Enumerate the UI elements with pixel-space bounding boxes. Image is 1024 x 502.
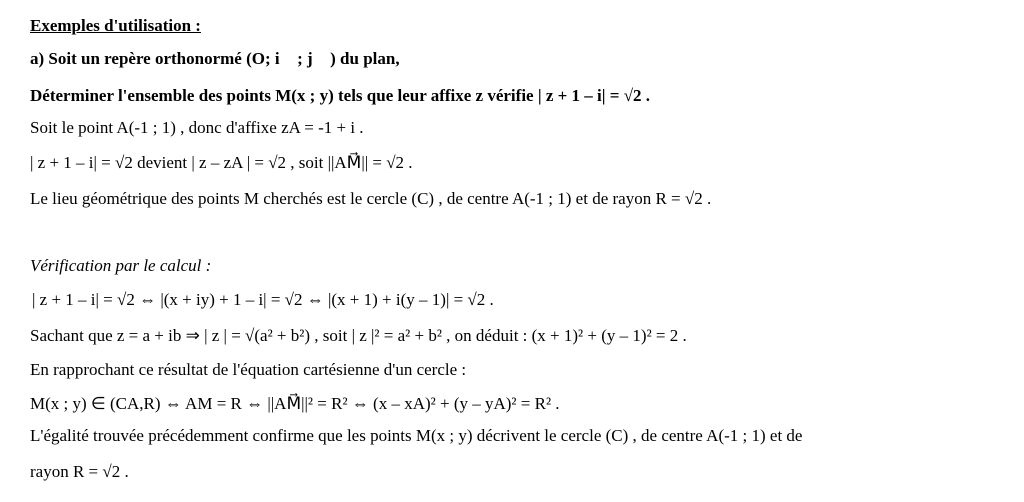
text-point-a: Soit le point A(-1 ; 1) , donc d'affixe zA = -1 + i . (30, 118, 364, 137)
text-equality-confirms: L'égalité trouvée précédemment confirme que les points M(x ; y) décrivent le cercle (C) , de centre A(-1 ; 1) et de (30, 426, 803, 445)
exercise-statement-a: a) Soit un repère orthonormé (O; i⃗ ; j⃗ ) du plan, (30, 49, 400, 68)
section-title: Exemples d'utilisation : (30, 16, 201, 35)
exercise-question: Déterminer l'ensemble des points M(x ; y) tels que leur affixe z vérifie | z + 1 – i| = √2 . (30, 86, 651, 105)
calc-equivalence-line: | z + 1 – i| = √2 ⇔ |(x + iy) + 1 – i| = √2 ⇔ |(x + 1) + i(y – 1)| = √2 . (32, 290, 494, 309)
text-radius: rayon R = √2 . (30, 462, 129, 481)
calc-knowing-line: Sachant que z = a + ib ⇒ | z | = √(a² + b²) , soit | z |² = a² + b² , on déduit : (x + 1)² + (y – 1)² = 2 . (30, 326, 687, 345)
circle-equation-line: M(x ; y) ∈ (CA,R) ⇔ AM = R ⇔ ||AM⃗||² = R² ⇔ (x – xA)² + (y – yA)² = R² . (30, 394, 560, 413)
text-equation-becomes: | z + 1 – i| = √2 devient | z – zA | = √2 , soit ||AM⃗|| = √2 . (30, 153, 413, 172)
verification-heading: Vérification par le calcul : (30, 256, 212, 275)
text-comparison: En rapprochant ce résultat de l'équation cartésienne d'un cercle : (30, 360, 467, 379)
text-locus-conclusion: Le lieu géométrique des points M cherchés est le cercle (C) , de centre A(-1 ; 1) et de rayon R = √2 . (30, 189, 712, 208)
